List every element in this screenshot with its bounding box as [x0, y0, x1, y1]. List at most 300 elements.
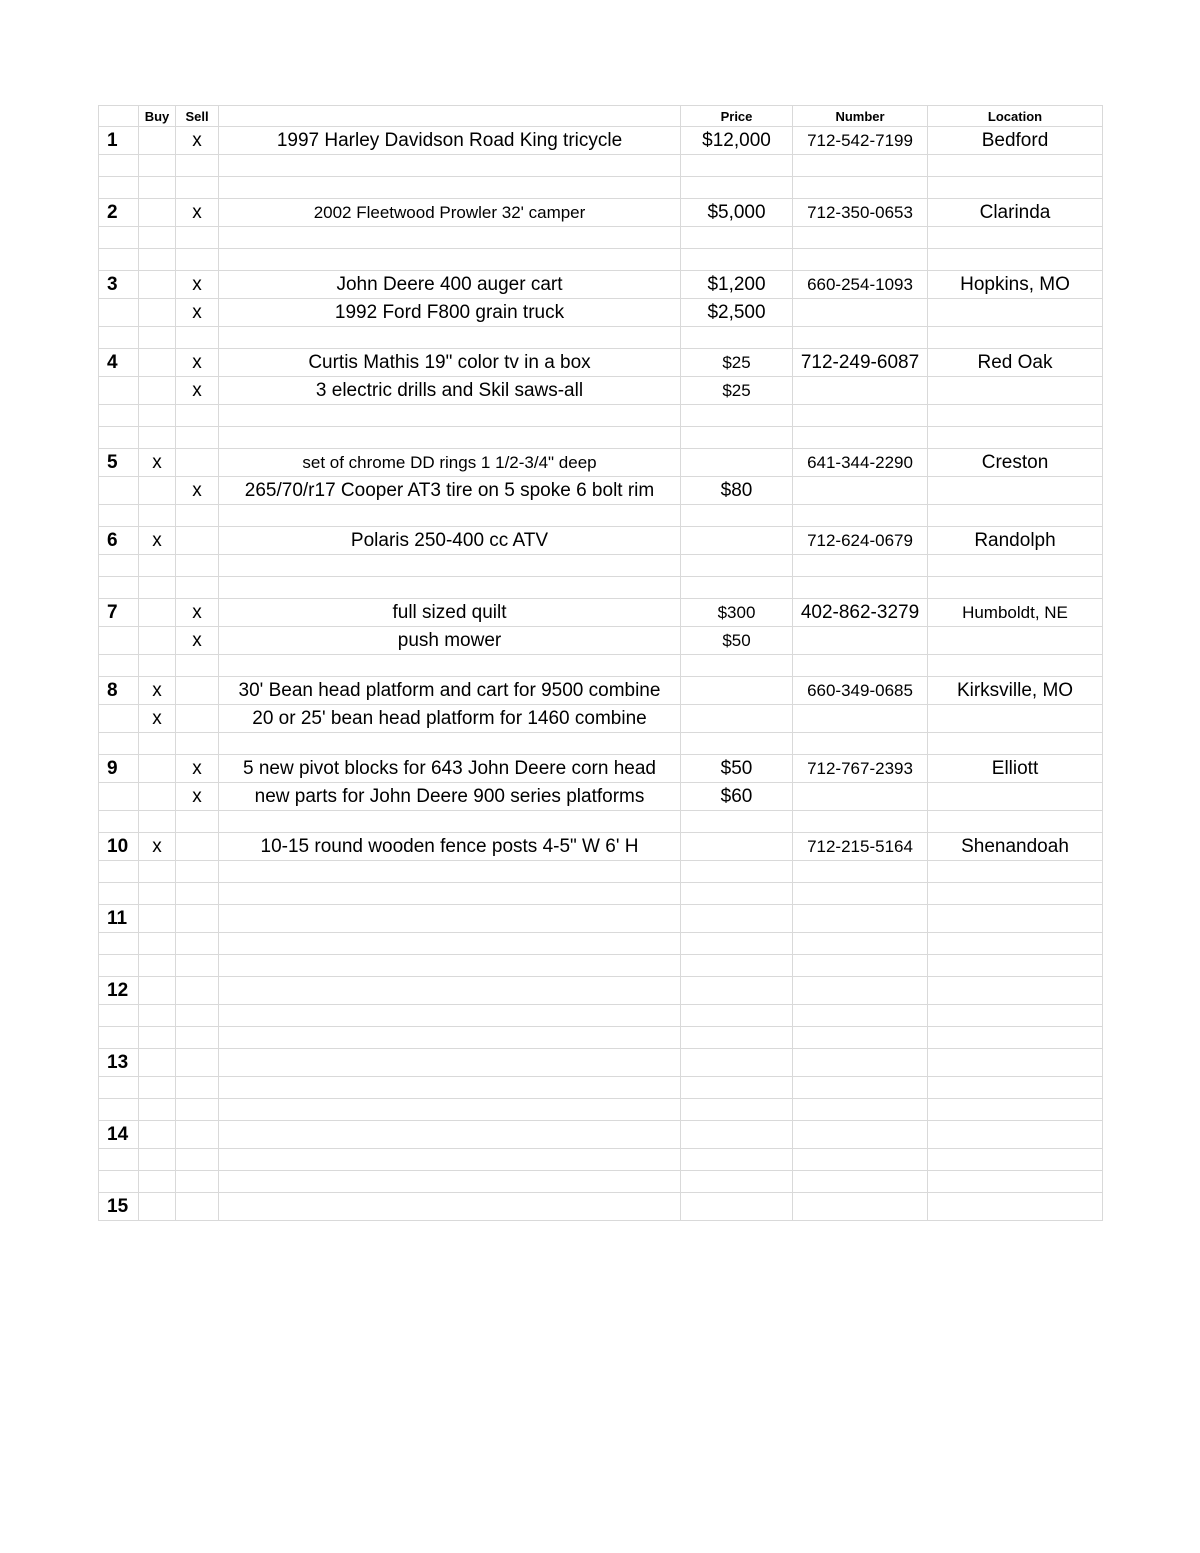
price-cell — [681, 405, 793, 427]
phone-cell — [793, 477, 928, 505]
item-cell — [219, 905, 681, 933]
location-cell — [928, 955, 1103, 977]
price-cell — [681, 327, 793, 349]
buy-cell — [139, 1121, 176, 1149]
row-number — [99, 883, 139, 905]
phone-cell — [793, 705, 928, 733]
phone-cell — [793, 427, 928, 449]
table-row — [99, 883, 1103, 905]
buy-cell — [139, 933, 176, 955]
sell-cell — [176, 1099, 219, 1121]
buy-cell: x — [139, 833, 176, 861]
location-cell — [928, 1099, 1103, 1121]
phone-cell — [793, 1121, 928, 1149]
price-cell — [681, 527, 793, 555]
row-number: 8 — [99, 677, 139, 705]
price-cell: $12,000 — [681, 127, 793, 155]
item-cell — [219, 155, 681, 177]
row-number — [99, 861, 139, 883]
table-row — [99, 599, 1103, 627]
item-cell: Polaris 250-400 cc ATV — [219, 527, 681, 555]
header-row — [99, 106, 1103, 127]
phone-cell: 712-542-7199 — [793, 127, 928, 155]
sell-cell — [176, 1149, 219, 1171]
buy-cell — [139, 349, 176, 377]
price-cell — [681, 811, 793, 833]
buy-cell — [139, 155, 176, 177]
row-number — [99, 249, 139, 271]
phone-cell — [793, 733, 928, 755]
table-row — [99, 1005, 1103, 1027]
table-row — [99, 1099, 1103, 1121]
item-cell: 265/70/r17 Cooper AT3 tire on 5 spoke 6 bolt rim — [219, 477, 681, 505]
buy-cell — [139, 1099, 176, 1121]
location-cell: Elliott — [928, 755, 1103, 783]
row-number — [99, 733, 139, 755]
phone-cell — [793, 405, 928, 427]
table-row — [99, 783, 1103, 811]
table-row — [99, 477, 1103, 505]
location-cell: Kirksville, MO — [928, 677, 1103, 705]
location-cell — [928, 627, 1103, 655]
phone-cell — [793, 905, 928, 933]
item-cell — [219, 1171, 681, 1193]
sell-cell — [176, 705, 219, 733]
row-number — [99, 299, 139, 327]
location-cell — [928, 1049, 1103, 1077]
buy-cell — [139, 627, 176, 655]
item-cell: push mower — [219, 627, 681, 655]
price-cell — [681, 227, 793, 249]
item-cell: 3 electric drills and Skil saws-all — [219, 377, 681, 405]
row-number: 15 — [99, 1193, 139, 1221]
row-number — [99, 811, 139, 833]
price-cell — [681, 905, 793, 933]
table-row — [99, 227, 1103, 249]
buy-cell — [139, 811, 176, 833]
location-cell — [928, 177, 1103, 199]
price-cell — [681, 1193, 793, 1221]
table-row — [99, 655, 1103, 677]
row-number — [99, 227, 139, 249]
row-number — [99, 505, 139, 527]
price-cell — [681, 933, 793, 955]
table-row — [99, 199, 1103, 227]
price-cell: $80 — [681, 477, 793, 505]
item-cell: John Deere 400 auger cart — [219, 271, 681, 299]
buy-cell — [139, 1171, 176, 1193]
item-cell — [219, 1193, 681, 1221]
sell-cell — [176, 733, 219, 755]
sell-cell — [176, 177, 219, 199]
phone-cell: 712-249-6087 — [793, 349, 928, 377]
phone-cell: 712-215-5164 — [793, 833, 928, 861]
item-cell — [219, 955, 681, 977]
sell-cell: x — [176, 599, 219, 627]
sell-cell: x — [176, 783, 219, 811]
buy-cell — [139, 505, 176, 527]
buy-cell: x — [139, 527, 176, 555]
phone-cell — [793, 627, 928, 655]
sell-cell — [176, 577, 219, 599]
row-number — [99, 1149, 139, 1171]
item-cell — [219, 1049, 681, 1077]
buy-cell — [139, 1077, 176, 1099]
buy-cell — [139, 477, 176, 505]
phone-cell — [793, 783, 928, 811]
sell-cell — [176, 527, 219, 555]
table-row — [99, 505, 1103, 527]
table-row — [99, 905, 1103, 933]
sell-cell — [176, 933, 219, 955]
item-cell — [219, 933, 681, 955]
sell-cell — [176, 427, 219, 449]
location-cell — [928, 705, 1103, 733]
price-cell — [681, 977, 793, 1005]
buy-cell — [139, 427, 176, 449]
row-number: 14 — [99, 1121, 139, 1149]
price-cell — [681, 1121, 793, 1149]
buy-cell: x — [139, 677, 176, 705]
sell-cell — [176, 1027, 219, 1049]
price-cell — [681, 955, 793, 977]
price-cell — [681, 861, 793, 883]
item-cell — [219, 1077, 681, 1099]
item-cell — [219, 977, 681, 1005]
item-cell: new parts for John Deere 900 series platforms — [219, 783, 681, 811]
location-cell: Clarinda — [928, 199, 1103, 227]
table-row — [99, 327, 1103, 349]
sell-cell: x — [176, 377, 219, 405]
phone-cell — [793, 1099, 928, 1121]
table-row — [99, 527, 1103, 555]
phone-cell — [793, 249, 928, 271]
item-cell — [219, 177, 681, 199]
sell-cell — [176, 555, 219, 577]
phone-cell — [793, 1171, 928, 1193]
location-cell — [928, 1027, 1103, 1049]
buy-cell: x — [139, 449, 176, 477]
location-cell — [928, 1077, 1103, 1099]
sell-cell — [176, 1005, 219, 1027]
price-cell: $1,200 — [681, 271, 793, 299]
phone-cell — [793, 505, 928, 527]
phone-cell — [793, 1005, 928, 1027]
table-row — [99, 627, 1103, 655]
price-cell — [681, 1049, 793, 1077]
price-cell: $60 — [681, 783, 793, 811]
price-cell — [681, 677, 793, 705]
sell-cell — [176, 327, 219, 349]
item-cell: 20 or 25' bean head platform for 1460 combine — [219, 705, 681, 733]
item-cell: 10-15 round wooden fence posts 4-5" W 6' H — [219, 833, 681, 861]
location-cell — [928, 555, 1103, 577]
price-cell — [681, 883, 793, 905]
table-row — [99, 127, 1103, 155]
item-cell — [219, 655, 681, 677]
item-cell — [219, 427, 681, 449]
price-cell: $50 — [681, 755, 793, 783]
row-number: 9 — [99, 755, 139, 783]
item-cell — [219, 861, 681, 883]
phone-cell — [793, 811, 928, 833]
phone-cell — [793, 977, 928, 1005]
row-number: 1 — [99, 127, 139, 155]
location-cell — [928, 377, 1103, 405]
item-cell — [219, 505, 681, 527]
row-number — [99, 155, 139, 177]
table-row — [99, 177, 1103, 199]
table-row — [99, 705, 1103, 733]
location-cell: Randolph — [928, 527, 1103, 555]
row-number — [99, 177, 139, 199]
sell-cell — [176, 155, 219, 177]
buy-cell — [139, 199, 176, 227]
price-cell — [681, 449, 793, 477]
phone-cell: 660-254-1093 — [793, 271, 928, 299]
location-cell: Humboldt, NE — [928, 599, 1103, 627]
sell-cell — [176, 227, 219, 249]
table-row — [99, 733, 1103, 755]
item-cell — [219, 733, 681, 755]
price-cell: $5,000 — [681, 199, 793, 227]
buy-cell — [139, 555, 176, 577]
sell-cell — [176, 811, 219, 833]
phone-cell — [793, 1027, 928, 1049]
item-cell — [219, 1005, 681, 1027]
table-row — [99, 811, 1103, 833]
sell-cell: x — [176, 271, 219, 299]
item-cell — [219, 1027, 681, 1049]
location-cell: Creston — [928, 449, 1103, 477]
row-number: 2 — [99, 199, 139, 227]
row-number — [99, 377, 139, 405]
price-cell — [681, 733, 793, 755]
price-cell — [681, 1005, 793, 1027]
phone-cell — [793, 299, 928, 327]
sell-cell: x — [176, 627, 219, 655]
table-row — [99, 833, 1103, 861]
location-cell — [928, 977, 1103, 1005]
header-number: Number — [793, 106, 928, 127]
location-cell — [928, 861, 1103, 883]
row-number: 3 — [99, 271, 139, 299]
location-cell — [928, 905, 1103, 933]
item-cell — [219, 249, 681, 271]
item-cell — [219, 883, 681, 905]
phone-cell: 712-767-2393 — [793, 755, 928, 783]
phone-cell — [793, 1193, 928, 1221]
price-cell — [681, 1171, 793, 1193]
item-cell: 5 new pivot blocks for 643 John Deere corn head — [219, 755, 681, 783]
table-row — [99, 861, 1103, 883]
row-number: 13 — [99, 1049, 139, 1077]
row-number — [99, 555, 139, 577]
location-cell — [928, 577, 1103, 599]
price-cell — [681, 1077, 793, 1099]
phone-cell — [793, 861, 928, 883]
location-cell — [928, 1121, 1103, 1149]
sell-cell — [176, 1077, 219, 1099]
row-number: 11 — [99, 905, 139, 933]
sell-cell — [176, 1171, 219, 1193]
item-cell: 30' Bean head platform and cart for 9500 combine — [219, 677, 681, 705]
location-cell: Bedford — [928, 127, 1103, 155]
price-cell — [681, 1099, 793, 1121]
price-cell — [681, 1149, 793, 1171]
table-row — [99, 377, 1103, 405]
table-row — [99, 427, 1103, 449]
location-cell — [928, 883, 1103, 905]
header-sell: Sell — [176, 106, 219, 127]
table-row — [99, 955, 1103, 977]
header-item — [219, 106, 681, 127]
location-cell — [928, 783, 1103, 811]
price-cell — [681, 155, 793, 177]
table-row — [99, 977, 1103, 1005]
table-row — [99, 1027, 1103, 1049]
location-cell — [928, 249, 1103, 271]
item-cell — [219, 811, 681, 833]
item-cell — [219, 1149, 681, 1171]
sell-cell: x — [176, 127, 219, 155]
row-number: 10 — [99, 833, 139, 861]
row-number — [99, 577, 139, 599]
location-cell — [928, 1149, 1103, 1171]
price-cell: $25 — [681, 377, 793, 405]
header-buy: Buy — [139, 106, 176, 127]
buy-cell — [139, 861, 176, 883]
table-row — [99, 1077, 1103, 1099]
row-number — [99, 783, 139, 811]
buy-cell — [139, 883, 176, 905]
location-cell: Shenandoah — [928, 833, 1103, 861]
location-cell — [928, 505, 1103, 527]
price-cell — [681, 577, 793, 599]
sell-cell — [176, 677, 219, 705]
location-cell — [928, 733, 1103, 755]
buy-cell — [139, 577, 176, 599]
table-row — [99, 349, 1103, 377]
location-cell — [928, 405, 1103, 427]
phone-cell — [793, 933, 928, 955]
row-number — [99, 1099, 139, 1121]
phone-cell — [793, 177, 928, 199]
sell-cell — [176, 861, 219, 883]
row-number — [99, 477, 139, 505]
row-number — [99, 1027, 139, 1049]
row-number: 5 — [99, 449, 139, 477]
table-row — [99, 933, 1103, 955]
location-cell — [928, 427, 1103, 449]
buy-cell — [139, 1193, 176, 1221]
buy-cell — [139, 405, 176, 427]
table-row — [99, 677, 1103, 705]
location-cell: Red Oak — [928, 349, 1103, 377]
row-number — [99, 933, 139, 955]
price-cell — [681, 505, 793, 527]
phone-cell: 402-862-3279 — [793, 599, 928, 627]
location-cell — [928, 299, 1103, 327]
location-cell — [928, 327, 1103, 349]
sell-cell — [176, 405, 219, 427]
sell-cell: x — [176, 477, 219, 505]
location-cell — [928, 655, 1103, 677]
sell-cell — [176, 955, 219, 977]
sell-cell: x — [176, 349, 219, 377]
price-cell — [681, 555, 793, 577]
item-cell — [219, 1099, 681, 1121]
item-cell — [219, 405, 681, 427]
location-cell — [928, 227, 1103, 249]
price-cell — [681, 655, 793, 677]
location-cell — [928, 1171, 1103, 1193]
table-row — [99, 155, 1103, 177]
price-cell: $50 — [681, 627, 793, 655]
buy-cell — [139, 955, 176, 977]
phone-cell: 712-350-0653 — [793, 199, 928, 227]
table-row — [99, 271, 1103, 299]
buy-cell — [139, 733, 176, 755]
sell-cell — [176, 883, 219, 905]
location-cell — [928, 155, 1103, 177]
buy-cell: x — [139, 705, 176, 733]
sell-cell — [176, 249, 219, 271]
row-number — [99, 327, 139, 349]
price-cell — [681, 249, 793, 271]
table-row — [99, 1149, 1103, 1171]
header-price: Price — [681, 106, 793, 127]
phone-cell — [793, 1049, 928, 1077]
sell-cell — [176, 505, 219, 527]
row-number — [99, 1077, 139, 1099]
sell-cell — [176, 833, 219, 861]
phone-cell — [793, 155, 928, 177]
sell-cell: x — [176, 199, 219, 227]
row-number — [99, 955, 139, 977]
table-row — [99, 555, 1103, 577]
item-cell: 2002 Fleetwood Prowler 32' camper — [219, 199, 681, 227]
listing-table — [98, 105, 1103, 1221]
table-row — [99, 577, 1103, 599]
buy-cell — [139, 249, 176, 271]
phone-cell — [793, 655, 928, 677]
row-number — [99, 627, 139, 655]
buy-cell — [139, 1049, 176, 1077]
buy-cell — [139, 783, 176, 811]
sell-cell — [176, 977, 219, 1005]
location-cell — [928, 477, 1103, 505]
row-number — [99, 705, 139, 733]
buy-cell — [139, 327, 176, 349]
location-cell — [928, 1193, 1103, 1221]
buy-cell — [139, 1027, 176, 1049]
price-cell — [681, 177, 793, 199]
table-row — [99, 299, 1103, 327]
location-cell — [928, 933, 1103, 955]
item-cell — [219, 577, 681, 599]
phone-cell — [793, 555, 928, 577]
price-cell: $300 — [681, 599, 793, 627]
buy-cell — [139, 227, 176, 249]
sell-cell — [176, 1121, 219, 1149]
sell-cell: x — [176, 299, 219, 327]
sell-cell — [176, 1193, 219, 1221]
header-location: Location — [928, 106, 1103, 127]
price-cell — [681, 1027, 793, 1049]
item-cell: 1997 Harley Davidson Road King tricycle — [219, 127, 681, 155]
price-cell: $2,500 — [681, 299, 793, 327]
